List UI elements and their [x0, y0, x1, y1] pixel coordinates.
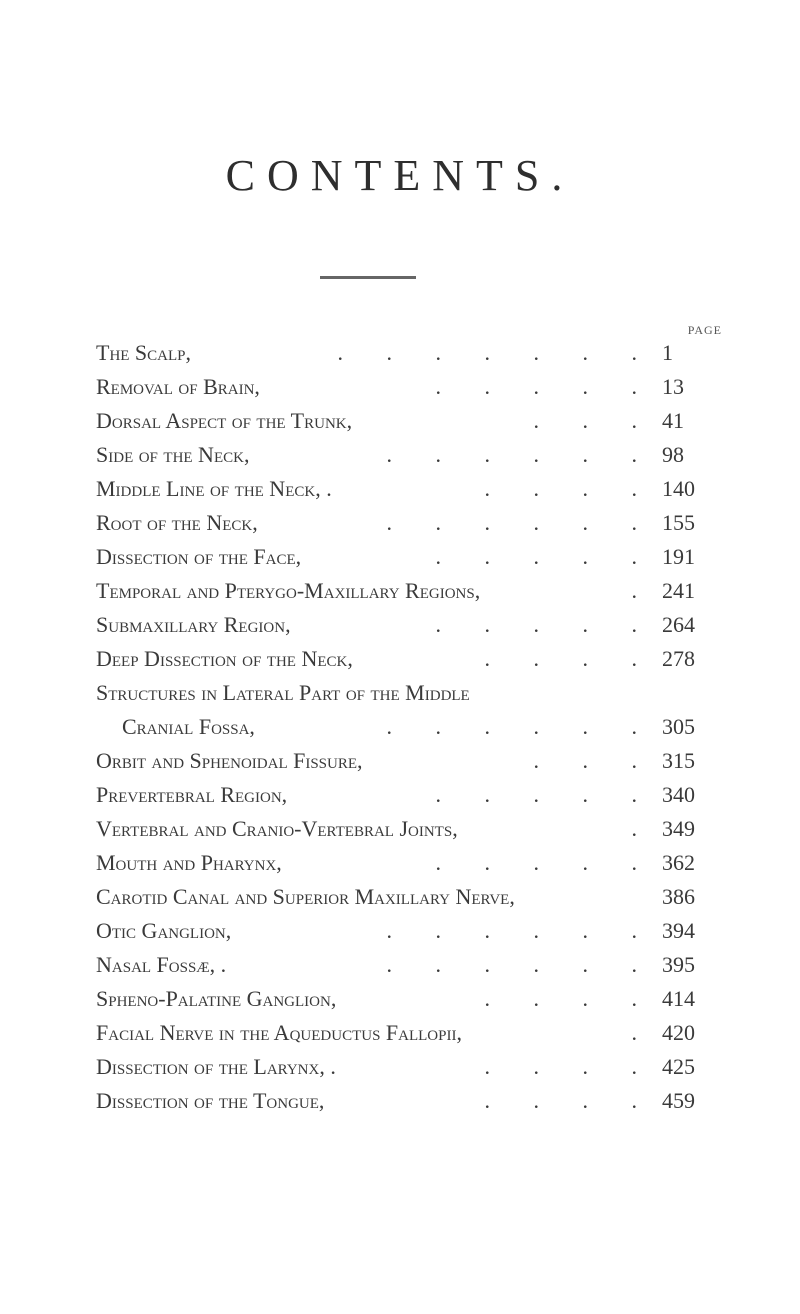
- toc-entry-page: 241: [662, 578, 695, 603]
- toc-entry[interactable]: [0, 778, 800, 812]
- toc-entry-label: Dissection of the Face,: [96, 544, 302, 569]
- toc-entry-label-continued: Cranial Fossa,: [122, 714, 255, 739]
- toc-entry-page: 340: [662, 782, 695, 807]
- toc-entry-page: 140: [662, 476, 695, 501]
- toc-entry-page: 315: [662, 748, 695, 773]
- dot-leader: . . . . .: [435, 374, 656, 399]
- toc-entry-page: 305: [662, 714, 695, 739]
- dot-leader: . . . . . .: [386, 714, 656, 739]
- toc-entry-page: 394: [662, 918, 695, 943]
- toc-entry[interactable]: [0, 642, 800, 676]
- toc-entry-label: Spheno-Palatine Ganglion,: [96, 986, 337, 1011]
- toc-entry-label: Facial Nerve in the Aqueductus Fallopii,: [96, 1020, 462, 1045]
- toc-entry[interactable]: [0, 608, 800, 642]
- toc-entry-label: Dissection of the Larynx, .: [96, 1054, 336, 1079]
- dot-leader: . . . .: [484, 1054, 656, 1079]
- toc-entry[interactable]: [0, 1084, 800, 1118]
- toc-entry[interactable]: [0, 506, 800, 540]
- title-divider: [320, 276, 416, 279]
- toc-entry-page: 386: [662, 884, 695, 909]
- dot-leader: .: [631, 578, 656, 603]
- dot-leader: . . . . . .: [386, 510, 656, 535]
- toc-entry[interactable]: [0, 370, 800, 404]
- toc-entry[interactable]: [0, 744, 800, 778]
- dot-leader: . . . . .: [435, 782, 656, 807]
- toc-entry[interactable]: [0, 982, 800, 1016]
- dot-leader: .: [631, 1020, 656, 1045]
- toc-entry-page: 362: [662, 850, 695, 875]
- dot-leader: . . . . .: [435, 850, 656, 875]
- dot-leader: . . .: [533, 408, 656, 433]
- toc-entry-page: 155: [662, 510, 695, 535]
- toc-entry-label: Otic Ganglion,: [96, 918, 232, 943]
- toc-entry[interactable]: [0, 914, 800, 948]
- dot-leader: .: [631, 816, 656, 841]
- toc-entry-page: 459: [662, 1088, 695, 1113]
- toc-entry-page: 420: [662, 1020, 695, 1045]
- toc-entry-label: Middle Line of the Neck, .: [96, 476, 332, 501]
- toc-entry-label: Prevertebral Region,: [96, 782, 288, 807]
- dot-leader: . . . .: [484, 986, 656, 1011]
- toc-entry-label: Root of the Neck,: [96, 510, 258, 535]
- toc-entry-page: 414: [662, 986, 695, 1011]
- toc-entry-page: 349: [662, 816, 695, 841]
- toc-entry[interactable]: [0, 676, 800, 744]
- toc-entry-page: 191: [662, 544, 695, 569]
- toc-entry-page: 395: [662, 952, 695, 977]
- dot-leader: . . . . .: [435, 544, 656, 569]
- toc-entry-page: 264: [662, 612, 695, 637]
- toc-entry-label: Carotid Canal and Superior Maxillary Nerve,: [96, 884, 515, 909]
- toc-entry-page: 41: [662, 408, 684, 433]
- dot-leader: . . . .: [484, 476, 656, 501]
- toc-entry-label: The Scalp,: [96, 340, 192, 365]
- toc-entry[interactable]: [0, 948, 800, 982]
- dot-leader: . . . .: [484, 646, 656, 671]
- page-title: CONTENTS.: [225, 151, 575, 200]
- toc-entry[interactable]: [0, 472, 800, 506]
- toc-entry-label: Vertebral and Cranio-Vertebral Joints,: [96, 816, 458, 841]
- table-of-contents: [0, 336, 800, 1118]
- toc-entry[interactable]: [0, 336, 800, 370]
- toc-entry-page: 278: [662, 646, 695, 671]
- toc-entry[interactable]: [0, 1016, 800, 1050]
- toc-entry-label: Removal of Brain,: [96, 374, 260, 399]
- toc-entry[interactable]: [0, 880, 800, 914]
- toc-entry[interactable]: [0, 1050, 800, 1084]
- toc-entry-label: Structures in Lateral Part of the Middle: [96, 680, 470, 705]
- dot-leader: . . .: [533, 748, 656, 773]
- toc-entry[interactable]: [0, 846, 800, 880]
- toc-entry[interactable]: [0, 438, 800, 472]
- dot-leader: . . . . . . .: [337, 340, 656, 365]
- toc-entry-label: Side of the Neck,: [96, 442, 250, 467]
- toc-entry-label: Submaxillary Region,: [96, 612, 291, 637]
- toc-entry[interactable]: [0, 404, 800, 438]
- toc-entry-label: Dissection of the Tongue,: [96, 1088, 325, 1113]
- toc-entry[interactable]: [0, 574, 800, 608]
- toc-entry[interactable]: [0, 540, 800, 574]
- toc-entry-page: 13: [662, 374, 684, 399]
- toc-entry-page: 425: [662, 1054, 695, 1079]
- toc-entry-label: Temporal and Pterygo-Maxillary Regions,: [96, 578, 481, 603]
- dot-leader: . . . . . .: [386, 442, 656, 467]
- dot-leader: . . . . . .: [386, 952, 656, 977]
- toc-entry-label: Mouth and Pharynx,: [96, 850, 282, 875]
- toc-entry-label: Orbit and Sphenoidal Fissure,: [96, 748, 363, 773]
- toc-entry-page: 1: [662, 340, 673, 365]
- toc-entry-label: Deep Dissection of the Neck,: [96, 646, 353, 671]
- toc-entry[interactable]: [0, 812, 800, 846]
- toc-entry-label: Nasal Fossæ, .: [96, 952, 227, 977]
- page-column-header: PAGE: [687, 323, 722, 337]
- dot-leader: . . . . . .: [386, 918, 656, 943]
- dot-leader: . . . .: [484, 1088, 656, 1113]
- dot-leader: . . . . .: [435, 612, 656, 637]
- toc-entry-page: 98: [662, 442, 684, 467]
- toc-entry-label: Dorsal Aspect of the Trunk,: [96, 408, 353, 433]
